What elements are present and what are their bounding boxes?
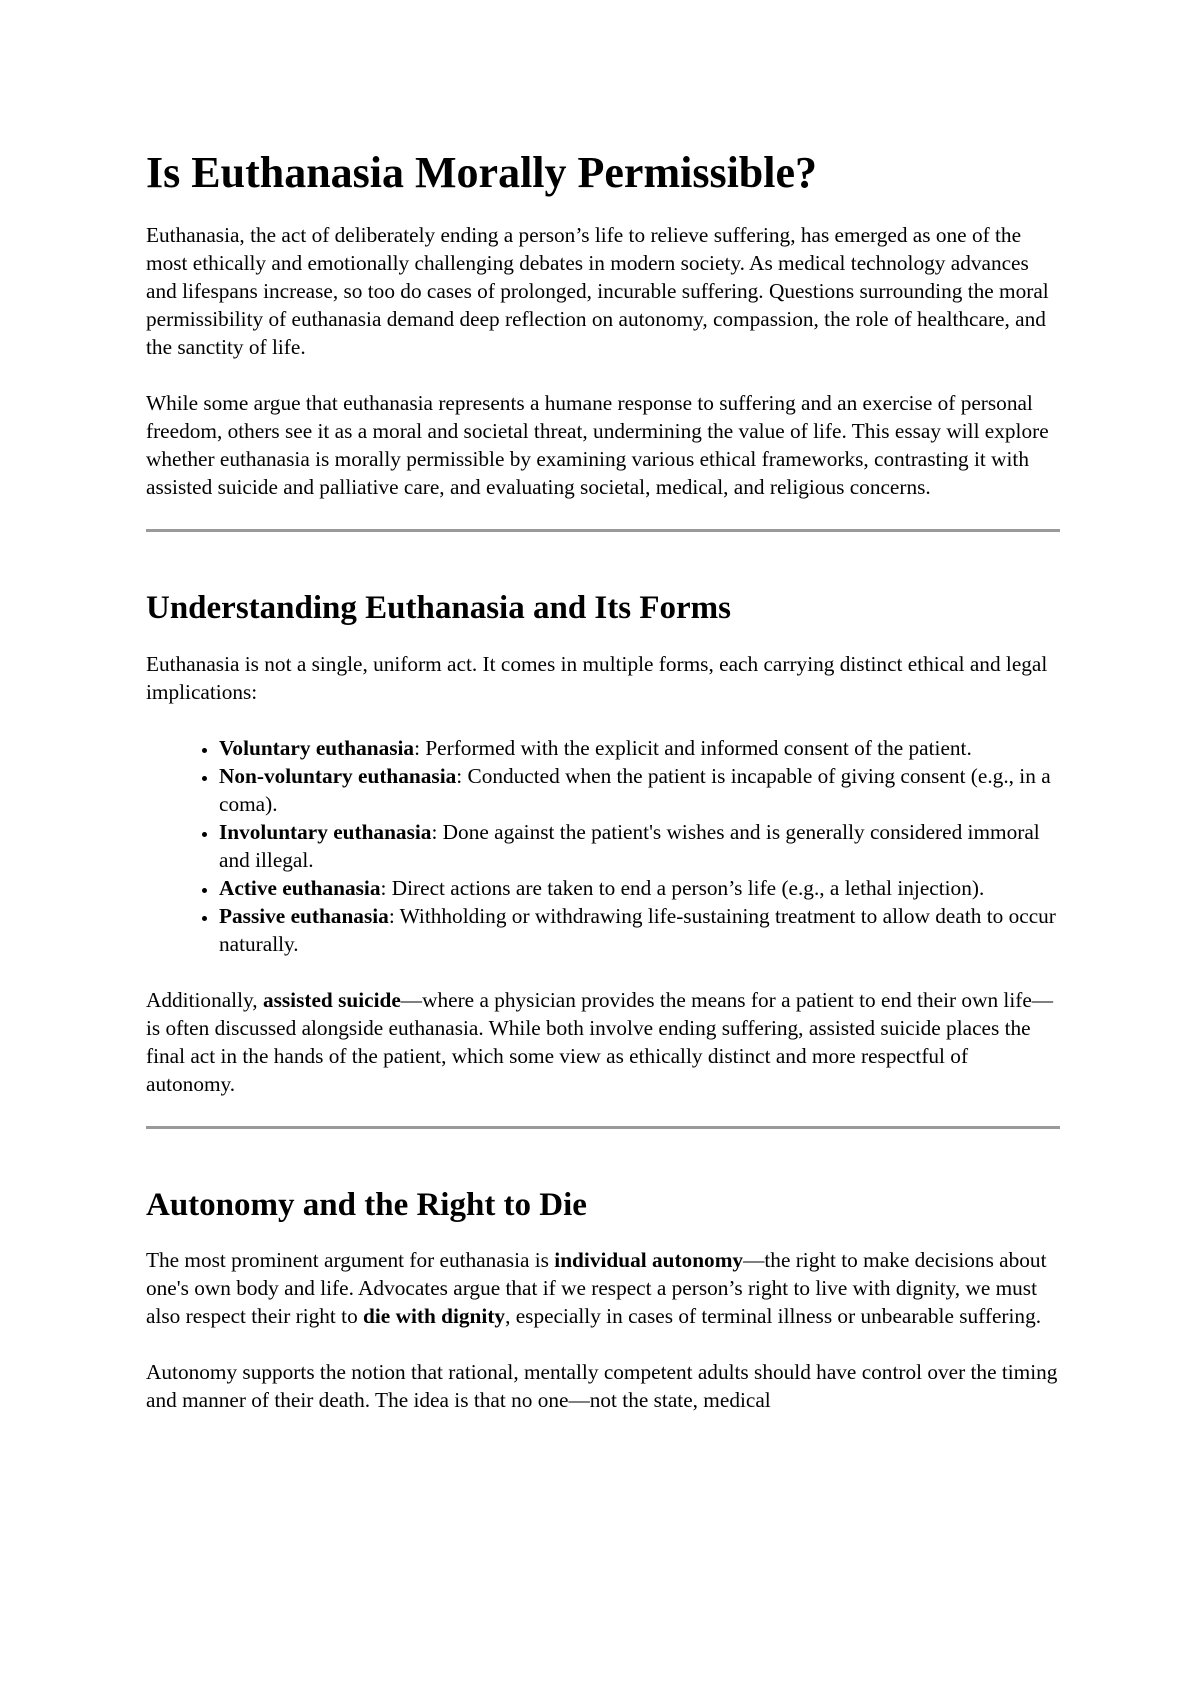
die-with-dignity-term: die with dignity [363,1304,506,1329]
list-item [219,818,1060,874]
forms-list [146,734,1060,958]
list-item-text: : Performed with the explicit and informed consent of the patient. [414,735,972,760]
list-item-text: : Direct actions are taken to end a person’s life (e.g., a lethal injection). [380,875,985,900]
section-divider [146,529,1060,532]
autonomy-paragraph-2: Autonomy supports the notion that rational, mentally competent adults should have control over the timing and manner of their death. The idea is that no one—not the state, medical [146,1360,1058,1413]
section-divider [146,1126,1060,1129]
section-heading-autonomy: Autonomy and the Right to Die [146,1186,587,1223]
list-item [219,902,1060,958]
intro-paragraph-2: While some argue that euthanasia represents a humane response to suffering and an exercise of personal freedom, others see it as a moral and societal threat, undermining the value of life. This essay will explore whether euthanasia is morally permissible by examining various ethical frameworks, contrasting it with assisted suicide and palliative care, and evaluating societal, medical, and religious concerns. [146,390,1049,499]
section-heading-forms: Understanding Euthanasia and Its Forms [146,589,731,626]
assisted-suicide-term: assisted suicide [262,987,401,1012]
list-item-term: Active euthanasia [219,875,381,900]
list-item-text: : Conducted when the patient is incapable of giving consent (e.g., in a coma). [219,763,1051,816]
assisted-suicide-paragraph: Additionally, assisted suicide—where a physician provides the means for a patient to end their own life—is often discussed alongside euthanasia. While both involve ending suffering, assisted suicide places the final act in the hands of the patient, which some view as ethically distinct and more respectful of autonomy. [146,987,1054,1096]
list-item [219,734,1060,762]
individual-autonomy-term: individual autonomy [554,1248,744,1273]
list-item-term: Voluntary euthanasia [219,735,415,760]
list-item-text: : Done against the patient's wishes and is generally considered immoral and illegal. [219,819,1040,872]
list-item-term: Involuntary euthanasia [219,819,432,844]
list-item-term: Non-voluntary euthanasia [219,763,457,788]
intro-paragraph-1: Euthanasia, the act of deliberately ending a person’s life to relieve suffering, has emerged as one of the most ethically and emotionally challenging debates in modern society. As medical technology advances and lifespans increase, so too do cases of prolonged, incurable suffering. Questions surrounding the moral permissibility of euthanasia demand deep reflection on autonomy, compassion, the role of healthcare, and the sanctity of life. [146,222,1049,359]
list-item [219,762,1060,818]
forms-intro-paragraph: Euthanasia is not a single, uniform act. It comes in multiple forms, each carrying distinct ethical and legal implications: [146,651,1048,704]
list-item-text: : Withholding or withdrawing life-sustaining treatment to allow death to occur naturally. [219,903,1056,956]
list-item-term: Passive euthanasia [219,903,389,928]
page-title: Is Euthanasia Morally Permissible? [146,148,818,197]
autonomy-paragraph-1: The most prominent argument for euthanasia is individual autonomy—the right to make decisions about one's own body and life. Advocates argue that if we respect a person’s right to live with dignity, we must also respect their right to die with dignity, especially in cases of terminal illness or unbearable suffering. [146,1248,1047,1329]
list-item [219,874,1060,902]
